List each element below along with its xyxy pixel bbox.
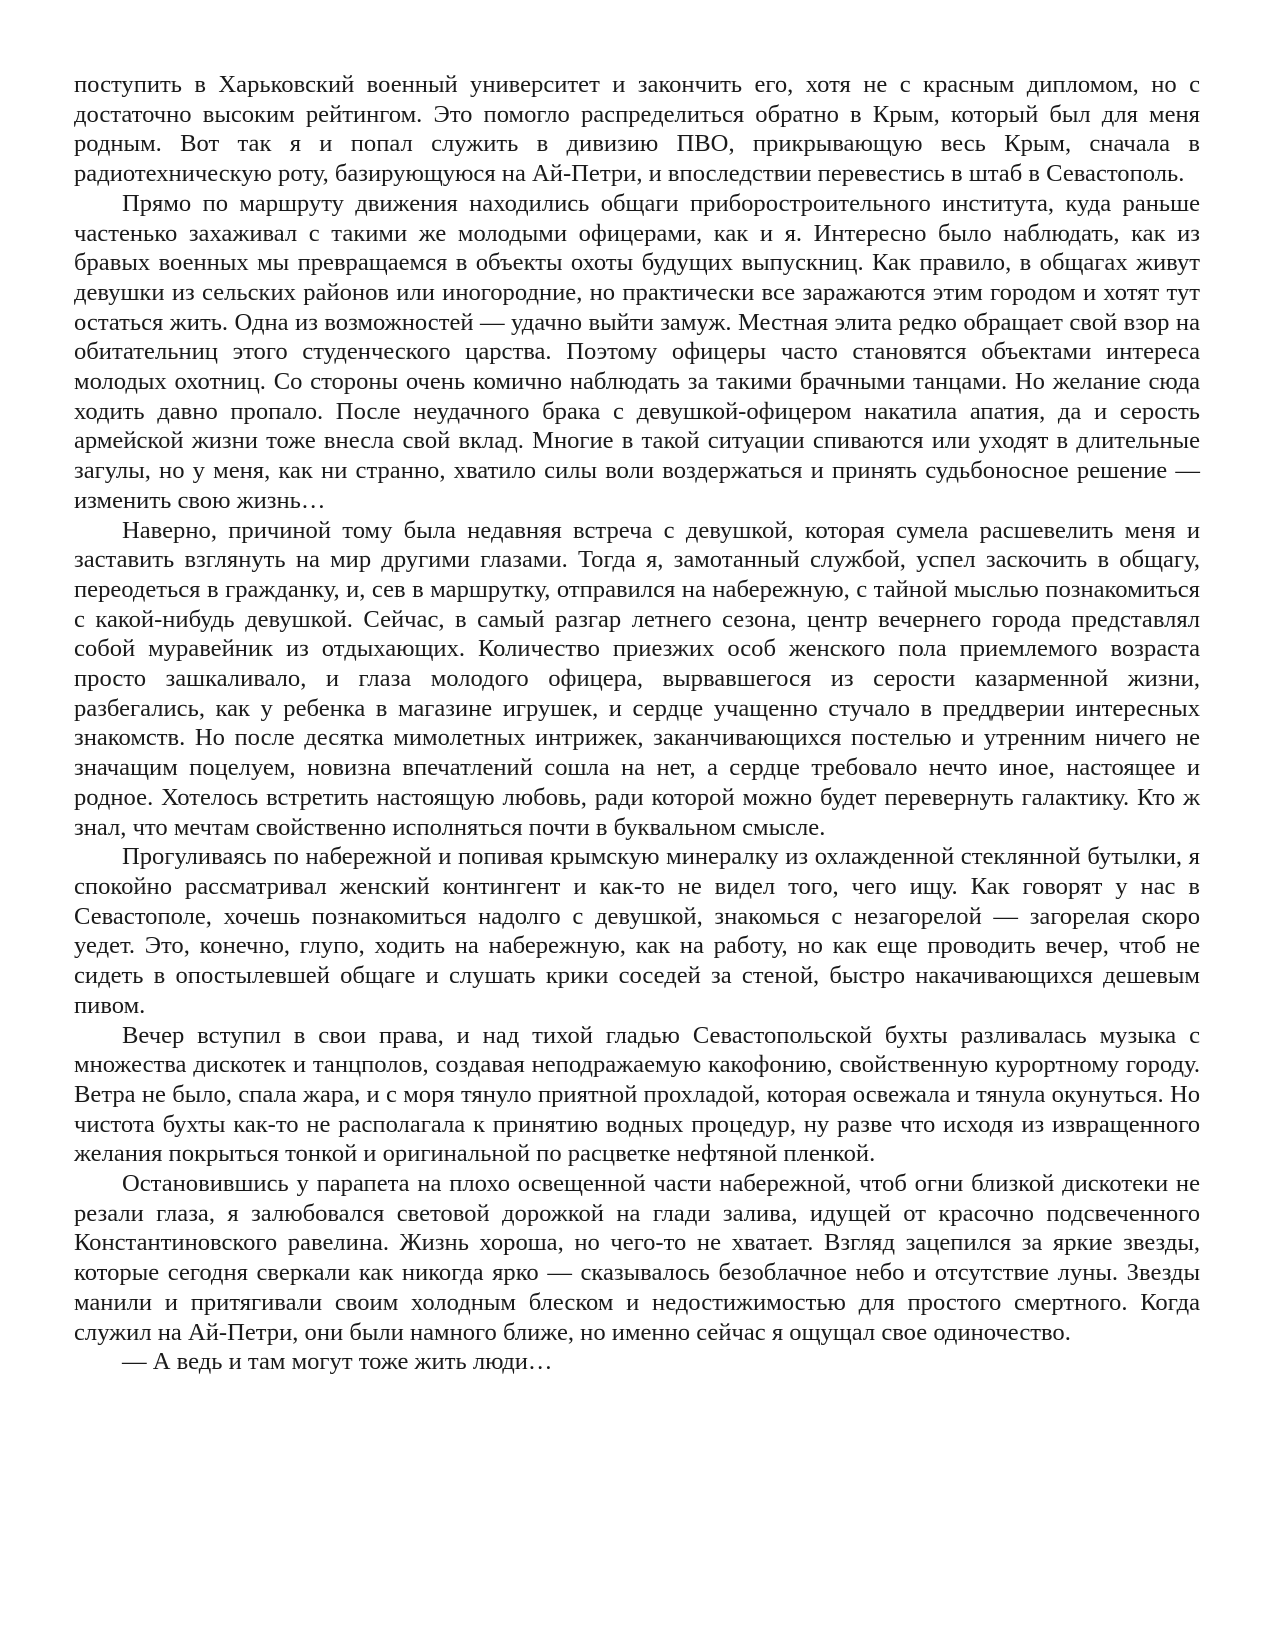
paragraph-5: Вечер вступил в свои права, и над тихой гладью Севастопольской бухты разливалась музыка с множества дискотек и танцполов, создавая неподражаемую какофонию, свойственную курортному городу. Ветра не было, спала жара, и с моря тянуло приятной прохладой, которая освежала и тянула окунуться. Но чистота бухты как-то не располагала к принятию водных процедур, ну разве что исходя из извращенного желания покрыться тонкой и оригинальной по расцветке нефтяной пленкой. bbox=[74, 1021, 1200, 1168]
paragraph-2: Прямо по маршруту движения находились общаги приборостроительного института, куда раньше частенько захаживал с такими же молодыми офицерами, как и я. Интересно было наблюдать, как из бравых военных мы превращаемся в объекты охоты будущих выпускниц. Как правило, в общагах живут девушки из сельских районов или иногородние, но практически все заражаются этим городом и хотят тут остаться жить. Одна из возможностей — удачно выйти замуж. Местная элита редко обращает свой взор на обитательниц этого студенческого царства. Поэтому офицеры часто становятся объектами интереса молодых охотниц. Со стороны очень комично наблюдать за такими брачными танцами. Но желание сюда ходить давно пропало. После неудачного брака с девушкой-офицером накатила апатия, да и серость армейской жизни тоже внесла свой вклад. Многие в такой ситуации спиваются или уходят в длительные загулы, но у меня, как ни странно, хватило силы воли воздержаться и принять судьбоносное решение — изменить свою жизнь… bbox=[74, 189, 1200, 514]
paragraph-6: Остановившись у парапета на плохо освещенной части набережной, чтоб огни близкой дискотеки не резали глаза, я залюбовался световой дорожкой на глади залива, идущей от красочно подсвеченного Константиновского равелина. Жизнь хороша, но чего-то не хватает. Взгляд зацепился за яркие звезды, которые сегодня сверкали как никогда ярко — сказывалось безоблачное небо и отсутствие луны. Звезды манили и притягивали своим холодным блеском и недостижимостью для простого смертного. Когда служил на Ай-Петри, они были намного ближе, но именно сейчас я ощущал свое одиночество. bbox=[74, 1170, 1200, 1346]
paragraph-7-dialogue: — А ведь и там могут тоже жить люди… bbox=[122, 1348, 553, 1376]
paragraph-1: поступить в Харьковский военный университет и закончить его, хотя не с красным дипломом, но с достаточно высоким рейтингом. Это помогло распределиться обратно в Крым, который был для меня родным. Вот так я и попал служить в дивизию ПВО, прикрывающую весь Крым, сначала в радиотехническую роту, базирующуюся на Ай-Петри, и впоследствии перевестись в штаб в Севастополь. bbox=[74, 71, 1200, 188]
paragraph-4: Прогуливаясь по набережной и попивая крымскую минералку из охлажденной стеклянной бутылки, я спокойно рассматривал женский контингент и как-то не видел того, чего ищу. Как говорят у нас в Севастополе, хочешь познакомиться надолго с девушкой, знакомься с незагорелой — загорелая скоро уедет. Это, конечно, глупо, ходить на набережную, как на работу, но как еще проводить вечер, чтоб не сидеть в опостылевшей общаге и слушать крики соседей за стеной, быстро накачивающихся дешевым пивом. bbox=[74, 843, 1200, 1019]
paragraph-3: Наверно, причиной тому была недавняя встреча с девушкой, которая сумела расшевелить меня и заставить взглянуть на мир другими глазами. Тогда я, замотанный службой, успел заскочить в общагу, переодеться в гражданку, и, сев в маршрутку, отправился на набережную, с тайной мыслью познакомиться с какой-нибудь девушкой. Сейчас, в самый разгар летнего сезона, центр вечернего города представлял собой муравейник из отдыхающих. Количество приезжих особ женского пола приемлемого возраста просто зашкаливало, и глаза молодого офицера, вырвавшегося из серости казарменной жизни, разбегались, как у ребенка в магазине игрушек, и сердце учащенно стучало в преддверии интересных знакомств. Но после десятка мимолетных интрижек, заканчивающихся постелью и утренним ничего не значащим поцелуем, новизна впечатлений сошла на нет, а сердце требовало нечто иное, настоящее и родное. Хотелось встретить настоящую любовь, ради которой можно будет перевернуть галактику. Кто ж знал, что мечтам свойственно исполняться почти в буквальном смысле. bbox=[74, 516, 1200, 841]
document-page bbox=[74, 70, 1200, 1377]
